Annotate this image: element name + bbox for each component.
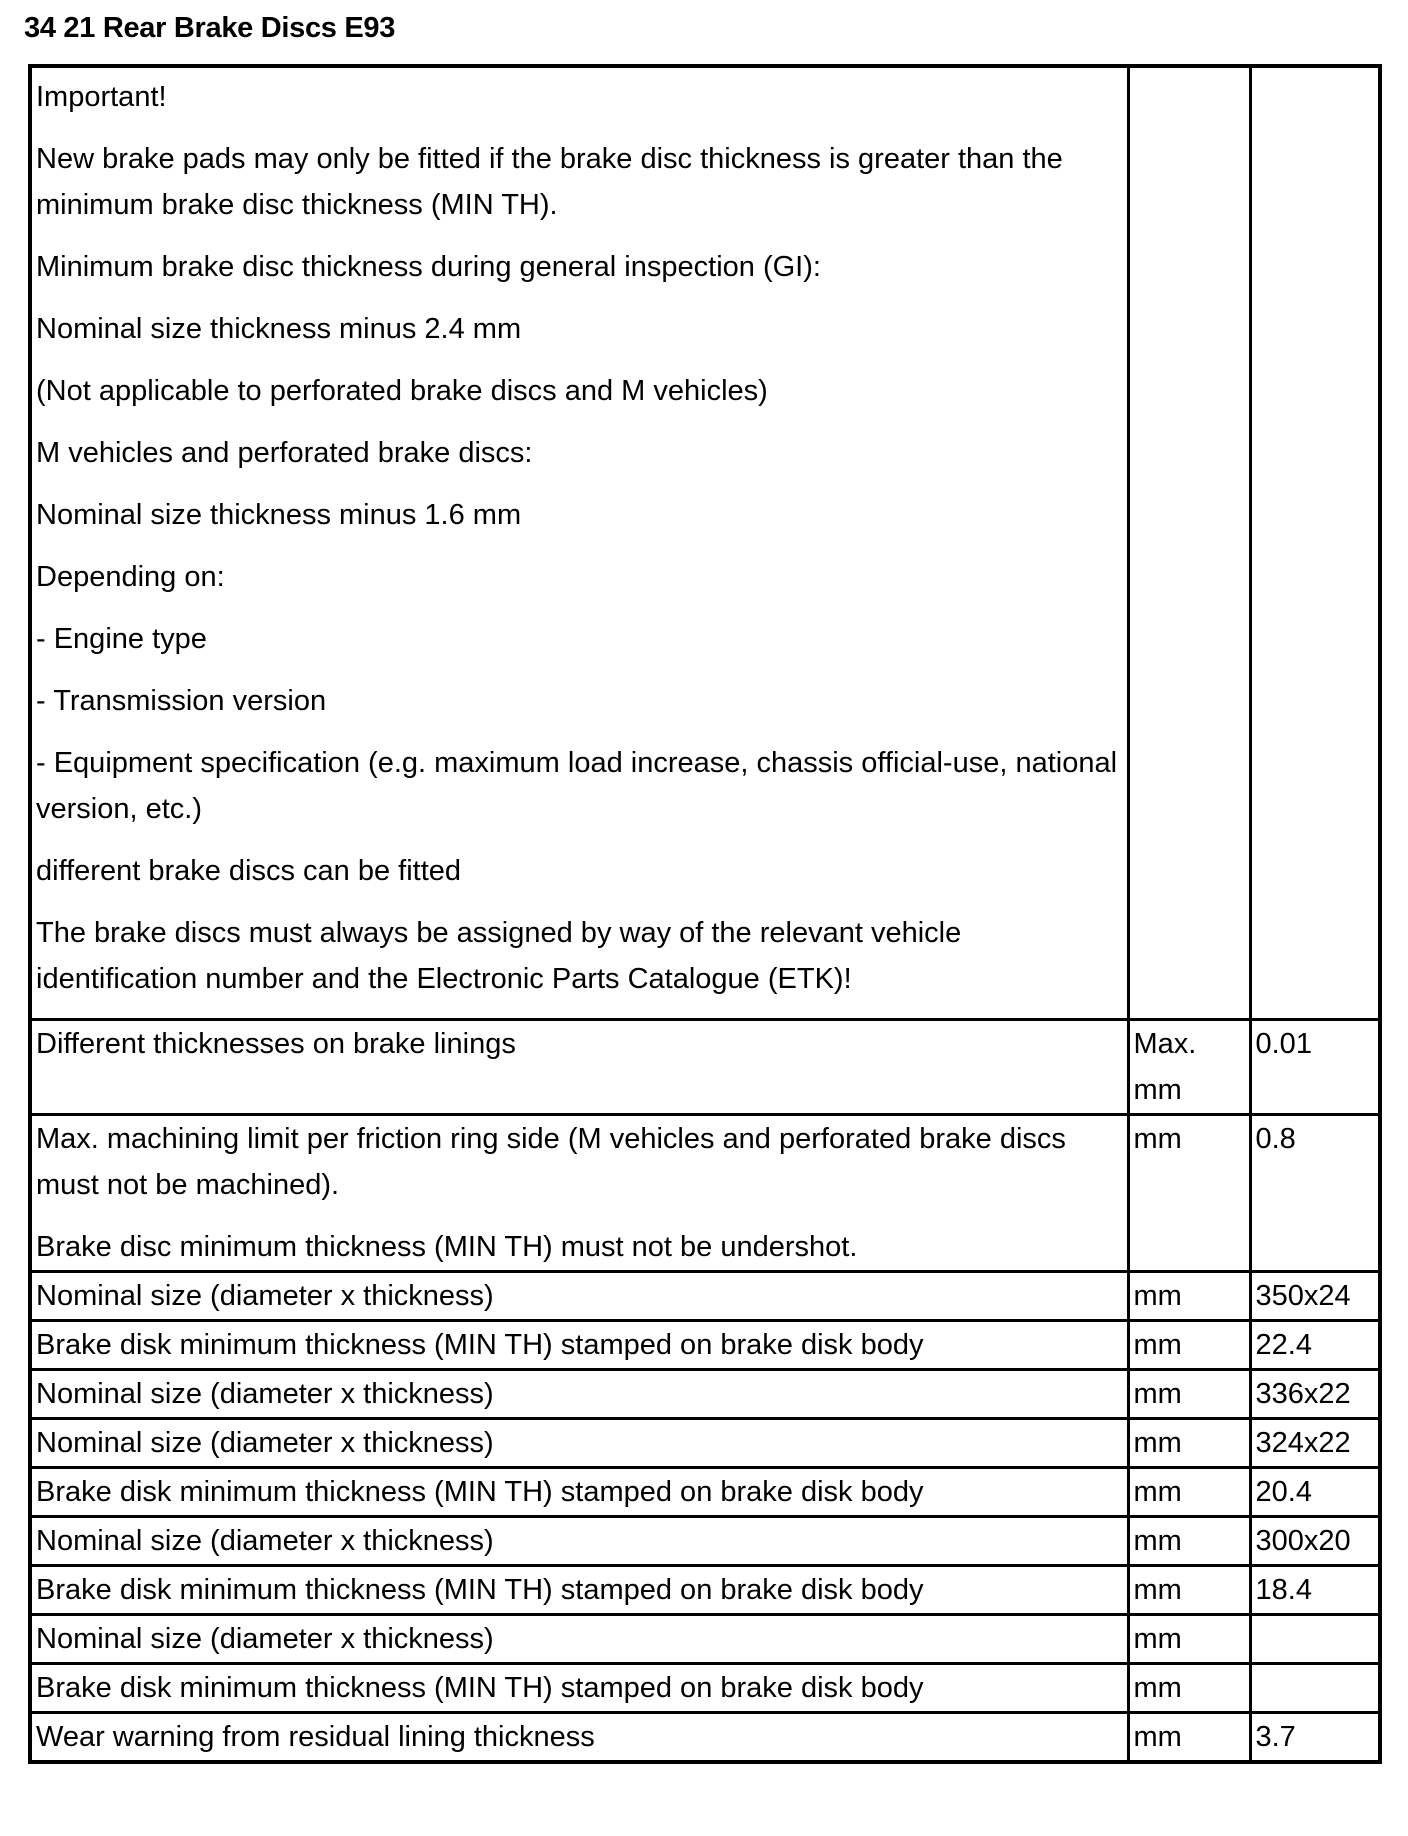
unit-cell: mm [1128,1615,1250,1664]
unit-cell: mm [1128,1566,1250,1615]
description-cell: Brake disk minimum thickness (MIN TH) stamped on brake disk body [30,1321,1128,1370]
note-paragraph: Minimum brake disc thickness during general inspection (GI): [36,251,821,283]
description-cell: Brake disk minimum thickness (MIN TH) stamped on brake disk body [30,1468,1128,1517]
value-cell: 20.4 [1250,1468,1380,1517]
unit-cell [1128,66,1250,1020]
value-cell: 22.4 [1250,1321,1380,1370]
note-paragraph: - Transmission version [36,685,327,717]
note-paragraph: Nominal size thickness minus 1.6 mm [36,499,522,531]
value-cell: 324x22 [1250,1419,1380,1468]
value-cell: 0.8 [1250,1115,1380,1272]
value-cell [1250,66,1380,1020]
note-paragraph: - Engine type [36,623,207,655]
table-row [30,1115,1380,1272]
description-cell [30,1115,1128,1272]
description-cell: Wear warning from residual lining thickness [30,1713,1128,1763]
unit-cell: mm [1128,1370,1250,1419]
note-paragraph: (Not applicable to perforated brake discs and M vehicles) [36,375,768,407]
value-cell: 336x22 [1250,1370,1380,1419]
row-description-note: Brake disc minimum thickness (MIN TH) must not be undershot. [36,1231,858,1263]
description-cell: Brake disk minimum thickness (MIN TH) stamped on brake disk body [30,1664,1128,1713]
value-cell: 3.7 [1250,1713,1380,1763]
value-cell: 18.4 [1250,1566,1380,1615]
table-row [30,1020,1380,1115]
unit-cell: mm [1128,1115,1250,1272]
description-cell: Nominal size (diameter x thickness) [30,1419,1128,1468]
description-cell: Brake disk minimum thickness (MIN TH) stamped on brake disk body [30,1566,1128,1615]
table-row [30,1615,1380,1664]
table-row [30,1468,1380,1517]
value-cell: 300x20 [1250,1517,1380,1566]
value-cell [1250,1615,1380,1664]
row-description: Different thicknesses on brake linings [36,1028,516,1060]
table-row [30,1566,1380,1615]
note-paragraph: Depending on: [36,561,225,593]
description-cell: Nominal size (diameter x thickness) [30,1370,1128,1419]
table-row [30,1664,1380,1713]
unit-cell: mm [1128,1419,1250,1468]
unit-cell: mm [1128,1517,1250,1566]
table-row [30,1321,1380,1370]
description-cell: Nominal size (diameter x thickness) [30,1272,1128,1321]
note-paragraph: M vehicles and perforated brake discs: [36,437,533,469]
value-cell [1250,1664,1380,1713]
table-row-notes [30,66,1380,1020]
notes-cell [30,66,1128,1020]
note-paragraph: The brake discs must always be assigned by way of the relevant vehicle identification number and the Electronic Parts Catalogue (ETK)! [36,917,962,995]
description-cell: Nominal size (diameter x thickness) [30,1517,1128,1566]
unit-cell: mm [1128,1664,1250,1713]
note-paragraph: Nominal size thickness minus 2.4 mm [36,313,522,345]
note-paragraph: Important! [36,81,167,113]
unit-cell: mm [1128,1272,1250,1321]
table-row [30,1517,1380,1566]
row-description: Max. machining limit per friction ring side (M vehicles and perforated brake discs must not be machined). [36,1123,1066,1201]
spec-table [28,64,1382,1764]
unit-cell: mm [1128,1321,1250,1370]
value-cell: 350x24 [1250,1272,1380,1321]
note-paragraph: different brake discs can be fitted [36,855,462,887]
table-row [30,1419,1380,1468]
unit-cell: mm [1128,1468,1250,1517]
note-paragraph: - Equipment specification (e.g. maximum load increase, chassis official-use, national version, etc.) [36,747,1118,825]
table-row [30,1272,1380,1321]
unit-cell: mm [1128,1713,1250,1763]
note-paragraph: New brake pads may only be fitted if the brake disc thickness is greater than the minimum brake disc thickness (MIN TH). [36,143,1063,221]
unit-cell: Max. mm [1128,1020,1250,1115]
description-cell: Nominal size (diameter x thickness) [30,1615,1128,1664]
document-title: 34 21 Rear Brake Discs E93 [24,12,396,44]
table-row [30,1370,1380,1419]
description-cell [30,1020,1128,1115]
value-cell: 0.01 [1250,1020,1380,1115]
table-row [30,1713,1380,1763]
